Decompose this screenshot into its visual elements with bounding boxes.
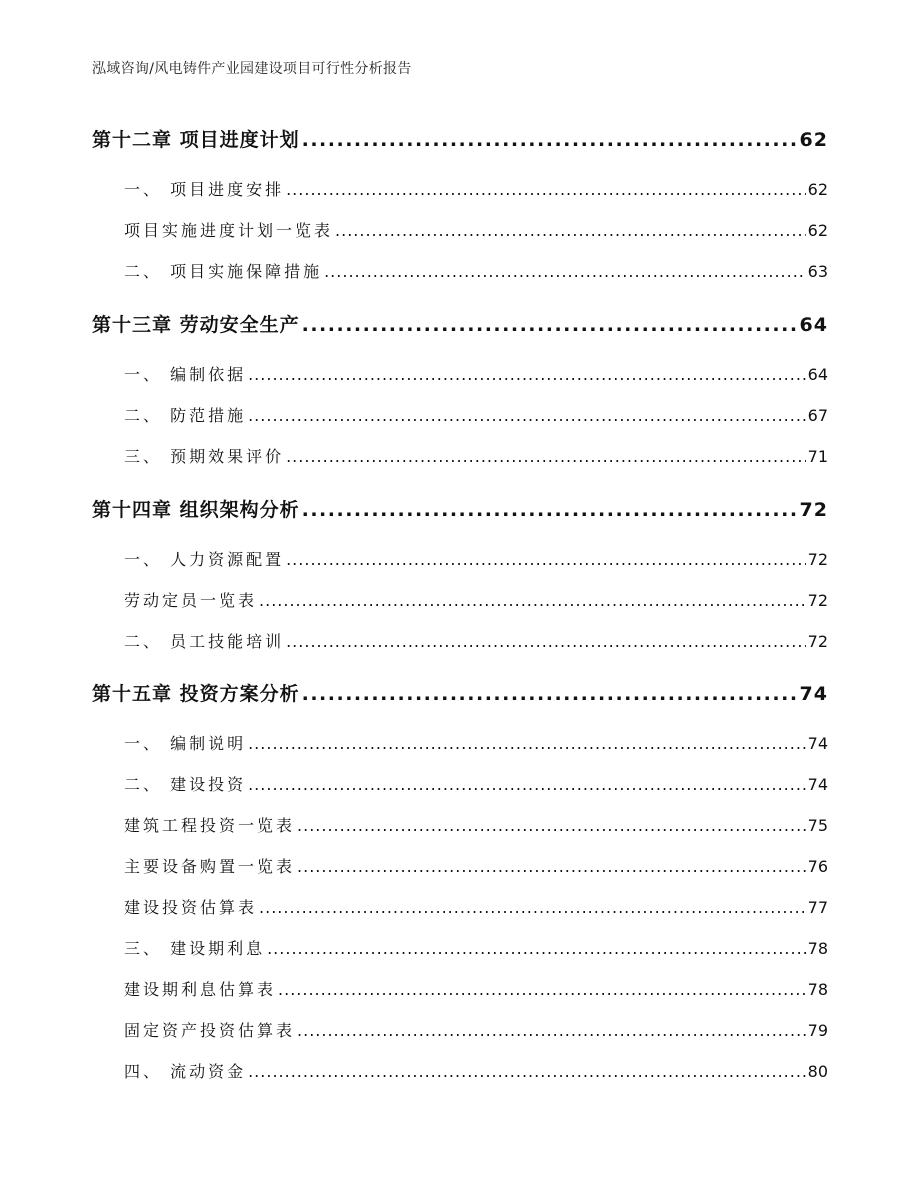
toc-dot-leader [297,857,806,876]
toc-section-entry[interactable] [124,362,828,385]
toc-entry-label: 二、 项目实施保障措施 [124,262,323,281]
toc-section-entry[interactable] [124,772,828,795]
toc-entry-label: 第十二章 项目进度计划 [92,129,300,151]
toc-dot-leader [248,775,806,794]
toc-section-entry[interactable] [124,936,828,959]
toc-page-number: 80 [807,1062,828,1081]
toc-entry-label: 三、 建设期利息 [124,939,266,958]
toc-page-number: 75 [807,816,828,835]
toc-dot-leader [286,447,806,466]
toc-dot-leader [324,262,806,281]
toc-entry-label: 一、 项目进度安排 [124,180,285,199]
toc-section-entry[interactable] [124,588,828,611]
toc-section-entry[interactable] [124,403,828,426]
toc-section-entry[interactable] [124,218,828,241]
toc-chapter-entry[interactable] [92,125,828,152]
toc-dot-leader [248,734,806,753]
toc-dot-leader [302,129,798,151]
toc-dot-leader [248,1062,806,1081]
toc-entry-label: 二、 防范措施 [124,406,247,425]
toc-section-entry[interactable] [124,547,828,570]
toc-page-number: 77 [807,898,828,917]
toc-page-number: 72 [799,499,828,521]
toc-page-number: 62 [807,180,828,199]
toc-page-number: 74 [799,683,828,705]
toc-dot-leader [267,939,806,958]
toc-chapter-entry[interactable] [92,310,828,337]
toc-dot-leader [286,180,806,199]
toc-page-number: 78 [807,980,828,999]
toc-section-entry[interactable] [124,813,828,836]
toc-dot-leader [259,591,806,610]
toc-section-entry[interactable] [124,895,828,918]
toc-dot-leader [278,980,806,999]
toc-section-entry[interactable] [124,444,828,467]
toc-entry-label: 固定资产投资估算表 [124,1021,296,1040]
toc-entry-label: 一、 编制说明 [124,734,247,753]
toc-page-number: 62 [807,221,828,240]
toc-entry-label: 第十五章 投资方案分析 [92,683,300,705]
toc-entry-label: 劳动定员一览表 [124,591,258,610]
toc-chapter-entry[interactable] [92,679,828,706]
toc-dot-leader [286,550,806,569]
toc-dot-leader [259,898,806,917]
toc-page-number: 64 [799,314,828,336]
toc-dot-leader [286,632,806,651]
toc-page-number: 72 [807,632,828,651]
toc-dot-leader [297,1021,806,1040]
toc-entry-label: 二、 员工技能培训 [124,632,285,651]
toc-entry-label: 第十四章 组织架构分析 [92,499,300,521]
toc-entry-label: 二、 建设投资 [124,775,247,794]
toc-entry-label: 建设投资估算表 [124,898,258,917]
toc-entry-label: 项目实施进度计划一览表 [124,221,334,240]
toc-section-entry[interactable] [124,1018,828,1041]
toc-dot-leader [302,683,798,705]
toc-section-entry[interactable] [124,259,828,282]
toc-entry-label: 主要设备购置一览表 [124,857,296,876]
toc-page-number: 71 [807,447,828,466]
toc-dot-leader [302,314,798,336]
toc-entry-label: 四、 流动资金 [124,1062,247,1081]
toc-section-entry[interactable] [124,977,828,1000]
toc-dot-leader [335,221,806,240]
toc-page-number: 79 [807,1021,828,1040]
toc-page-number: 62 [799,129,828,151]
toc-dot-leader [302,499,798,521]
toc-chapter-entry[interactable] [92,495,828,522]
toc-page-number: 72 [807,591,828,610]
toc-page-number: 67 [807,406,828,425]
toc-section-entry[interactable] [124,629,828,652]
document-header: 泓域咨询/风电铸件产业园建设项目可行性分析报告 [92,61,412,77]
toc-section-entry[interactable] [124,854,828,877]
toc-entry-label: 建设期利息估算表 [124,980,277,999]
toc-entry-label: 三、 预期效果评价 [124,447,285,466]
toc-page-number: 72 [807,550,828,569]
toc-page-number: 64 [807,365,828,384]
toc-entry-label: 建筑工程投资一览表 [124,816,296,835]
toc-entry-label: 一、 人力资源配置 [124,550,285,569]
toc-section-entry[interactable] [124,177,828,200]
toc-page-number: 74 [807,775,828,794]
toc-dot-leader [248,406,806,425]
toc-page-number: 76 [807,857,828,876]
toc-page-number: 78 [807,939,828,958]
toc-section-entry[interactable] [124,1059,828,1082]
toc-section-entry[interactable] [124,731,828,754]
toc-page-number: 63 [807,262,828,281]
toc-page-number: 74 [807,734,828,753]
toc-entry-label: 第十三章 劳动安全生产 [92,314,300,336]
toc-dot-leader [248,365,806,384]
toc-entry-label: 一、 编制依据 [124,365,247,384]
toc-dot-leader [297,816,806,835]
